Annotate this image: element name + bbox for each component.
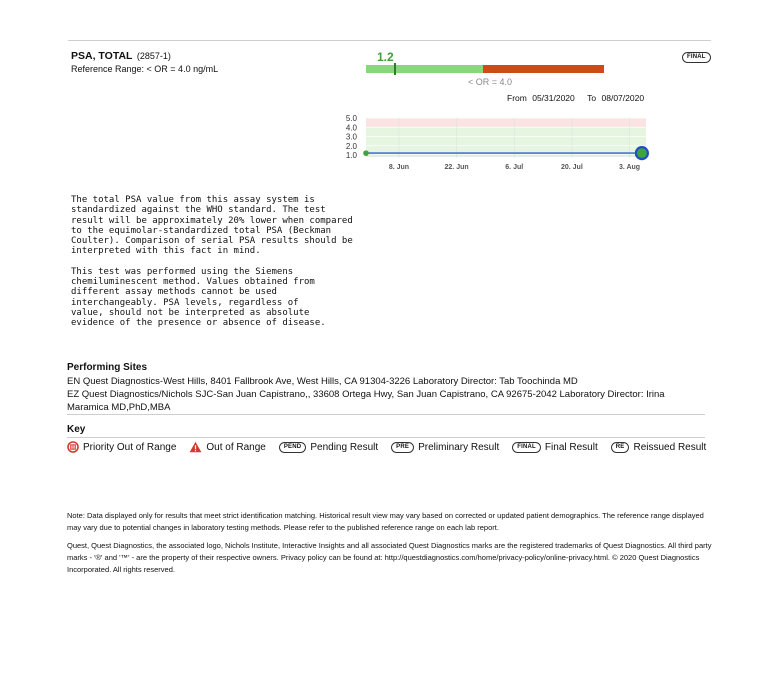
- status-badge: [682, 45, 711, 63]
- comment-paragraph-1: The total PSA value from this assay system is standardized against the WHO standard. The test result will be approximately 20% lower when compared to the equimolar-standardized total PSA (Beckman Coulter). Comparison of serial PSA results should be interpreted with this fact in mind.: [71, 195, 353, 257]
- from-label: From: [507, 93, 527, 103]
- gauge-caption: < OR = 4.0: [468, 77, 513, 87]
- site-line-3: Maramica MD,PhD,MBA: [67, 402, 171, 413]
- site-line-1: EN Quest Diagnostics-West Hills, 8401 Fallbrook Ave, West Hills, CA 91304-3226 Laboratory Director: Tab Toochinda MD: [67, 376, 578, 387]
- y-tick-label: 1.0: [345, 151, 357, 160]
- comment-paragraph-2: This test was performed using the Siemens chemiluminescent method. Values obtained from different assay methods cannot be used interchangeably. PSA levels, regardless of value, should not be interpreted as absolute evidence of the presence or absence of disease.: [71, 266, 326, 329]
- top-divider: [68, 40, 711, 41]
- key-label-preliminary: Preliminary Result: [418, 441, 500, 453]
- data-point-latest: [636, 147, 648, 159]
- key-item-final: [512, 442, 597, 453]
- key-item-reissued: [611, 442, 707, 453]
- re-badge: RE: [611, 442, 630, 453]
- key-item-pending: [279, 442, 378, 453]
- x-tick-label: 8. Jun: [388, 164, 410, 171]
- x-tick-label: 22. Jun: [444, 164, 469, 171]
- range-gauge: [366, 65, 604, 73]
- y-tick-label: 2.0: [345, 141, 357, 151]
- key-title: Key: [67, 424, 86, 435]
- psa-trend-chart: [330, 110, 660, 180]
- to-date[interactable]: 08/07/2020: [601, 93, 645, 103]
- key-item-preliminary: [391, 442, 499, 453]
- reference-range: Reference Range: < OR = 4.0 ng/mL: [71, 64, 219, 74]
- priority-out-of-range-icon: [67, 441, 79, 453]
- final-key-badge: FINAL: [512, 442, 541, 453]
- test-code: (2857-1): [136, 51, 171, 61]
- from-date[interactable]: 05/31/2020: [532, 93, 575, 103]
- x-tick-label: 20. Jul: [560, 164, 583, 171]
- to-label: To: [587, 93, 597, 103]
- test-header: [71, 46, 171, 64]
- key-item-out-of-range: [189, 441, 265, 453]
- sites-divider: [67, 414, 705, 415]
- y-tick-label: 5.0: [345, 114, 357, 123]
- key-label-out-of-range: Out of Range: [206, 441, 266, 453]
- y-tick-label: 4.0: [345, 123, 357, 133]
- key-label-priority-out-of-range: Priority Out of Range: [83, 441, 177, 453]
- interpretive-comment: [71, 195, 353, 329]
- key-label-pending: Pending Result: [310, 441, 379, 453]
- pend-badge: PEND: [279, 442, 306, 453]
- chart-band-normal: [366, 127, 646, 155]
- key-legend: [67, 441, 719, 453]
- test-name: PSA, TOTAL: [71, 50, 133, 62]
- performing-sites-title: Performing Sites: [67, 362, 148, 373]
- key-label-final: Final Result: [544, 441, 598, 453]
- final-badge: FINAL: [682, 52, 711, 63]
- gauge-in-range-bar: [366, 65, 483, 73]
- key-divider: [67, 437, 705, 438]
- key-item-priority-out-of-range: [67, 441, 176, 453]
- x-tick-label: 3. Aug: [618, 164, 641, 171]
- x-tick-label: 6. Jul: [505, 164, 524, 171]
- out-of-range-warning-icon: [189, 441, 202, 453]
- footer-note: Note: Data displayed only for results that meet strict identification matching. Historical result view may vary based on corrected or updated patient demographics. The reference range displayed may vary due to potential changes in laboratory testing methods. Please refer to the published reference range on each lab report.: [67, 511, 704, 532]
- gauge-out-of-range-bar: [483, 65, 604, 73]
- site-line-2: EZ Quest Diagnostics/Nichols SJC-San Juan Capistrano,, 33608 Ortega Hwy, San Juan Capistrano, CA 92675-2042 Laboratory Director: Irina: [67, 389, 665, 400]
- chart-band-high: [366, 118, 646, 127]
- y-tick-label: 3.0: [345, 132, 357, 142]
- footer-legal: Quest, Quest Diagnostics, the associated logo, Nichols Institute, Interactive Insights and all associated Quest Diagnostics marks are the registered trademarks of Quest Diagnostics. All third party marks - '®' and '™' - are the property of their respective owners. Privacy policy can be found at: http://questdiagnostics.com/home/privacy-policy/online-privacy.html. © 2020 Quest Diagnostics Incorporated. All rights reserved.: [67, 541, 712, 574]
- data-point: [363, 150, 369, 156]
- gauge-value-marker: [394, 63, 396, 75]
- key-label-reissued: Reissued Result: [633, 441, 707, 453]
- performing-sites: [67, 375, 717, 414]
- pre-badge: PRE: [391, 442, 414, 453]
- date-range: [507, 93, 644, 103]
- gauge-value-label: 1.2: [377, 50, 394, 64]
